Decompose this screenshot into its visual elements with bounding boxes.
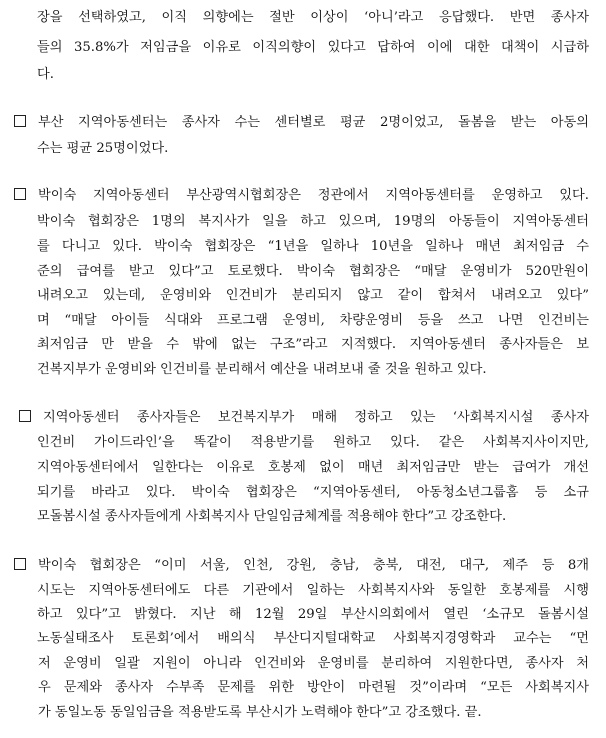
checkbox-bullet-icon [14, 558, 26, 570]
paragraph-line: 다. [37, 67, 54, 82]
checkbox-bullet-icon [14, 115, 26, 127]
checkbox-bullet-icon [19, 410, 31, 422]
paragraph-line: 를 다니고 있다. 박이숙 협회장은 “1년을 일하나 10년을 일하나 매년 최저임금 수 [37, 239, 589, 254]
paragraph-line: 지역아동센터 종사자들은 보건복지부가 매해 정하고 있는 ‘사회복지시설 종사자 [43, 410, 589, 425]
paragraph-line: 지역아동센터에서 일한다는 이유로 호봉제 없이 매년 최저임금만 받는 급여가 개선 [37, 460, 589, 475]
paragraph-line: 시도는 지역아동센터에도 다른 기관에서 일하는 사회복지사와 동일한 호봉제를 시행 [37, 583, 589, 598]
paragraph-line: 저 운영비 일괄 지원이 아니라 인건비와 운영비를 분리하여 지원한다면, 종사자 처 [38, 656, 589, 671]
paragraph-line: 들의 35.8%가 저임금을 이유로 이직의향이 있다고 답하여 이에 대한 대책이 시급하 [37, 40, 589, 55]
paragraph-line: 장을 선택하였고, 이직 의향에는 절반 이상이 ‘아니’라고 응답했다. 반면 종사자 [37, 10, 589, 25]
checkbox-bullet-icon [14, 188, 26, 200]
paragraph-line: 되기를 바라고 있다. 박이숙 협회장은 “지역아동센터, 아동청소년그룹홈 등 소규 [37, 485, 589, 500]
paragraph-line: 건복지부가 운영비와 인건비를 분리해서 예산을 내려보내 줄 것을 원하고 있다. [37, 362, 487, 377]
paragraph-line: 박이숙 협회장은 “이미 서울, 인천, 강원, 충남, 충북, 대전, 대구, 제주 등 8개 [38, 558, 589, 573]
paragraph-line: 인건비 가이드라인’을 똑같이 적용받기를 원하고 있다. 같은 사회복지사이지만, [37, 435, 589, 450]
paragraph-line: 내려오고 있는데, 운영비와 인건비가 분리되지 않고 같이 합쳐서 내려오고 있다” [37, 288, 589, 303]
paragraph-line: 하고 있다”고 밝혔다. 지난 해 12월 29일 부산시의회에서 열린 ‘소규모 돌봄시설 [37, 607, 589, 622]
paragraph-line: 모돌봄시설 종사자들에게 사회복지사 단일임금체계를 적용해야 한다”고 강조한다. [37, 509, 507, 524]
bullet-paragraph-first-line [14, 114, 589, 132]
paragraph-line: 노동실태조사 토론회’에서 배의식 부산디지털대학교 사회복지경영학과 교수는 “먼 [37, 631, 589, 646]
paragraph-line: 가 동일노동 동일임금을 적용받도록 부산시가 노력해야 한다”고 강조했다. 끝. [38, 705, 482, 720]
bullet-paragraph-first-line [19, 409, 589, 427]
paragraph-line: 박이숙 협회장은 1명의 복지사가 일을 하고 있으며, 19명의 아동들이 지역아동센터 [37, 214, 589, 229]
paragraph-line: 부산 지역아동센터는 종사자 수는 센터별로 평균 2명이었고, 돌봄을 받는 아동의 [38, 115, 589, 130]
paragraph-line: 며 “매달 아이들 식대와 프로그램 운영비, 차량운영비 등을 쓰고 나면 인건비는 [37, 313, 589, 328]
paragraph-line: 우 문제와 종사자 수부족 문제를 위한 방안이 마련될 것”이라며 “모든 사회복지사 [38, 680, 589, 695]
paragraph-line: 최저임금 만 받을 수 밖에 없는 구조”라고 지적했다. 지역아동센터 종사자들은 보 [37, 337, 589, 352]
paragraph-line: 수는 평균 25명이었다. [37, 141, 169, 156]
paragraph-line: 준의 급여를 받고 있다”고 토로했다. 박이숙 협회장은 “매달 운영비가 520만원이 [37, 264, 589, 279]
bullet-paragraph-first-line [14, 187, 589, 205]
bullet-paragraph-first-line [14, 557, 589, 575]
paragraph-line: 박이숙 지역아동센터 부산광역시협회장은 정관에서 지역아동센터를 운영하고 있다. [38, 188, 589, 203]
